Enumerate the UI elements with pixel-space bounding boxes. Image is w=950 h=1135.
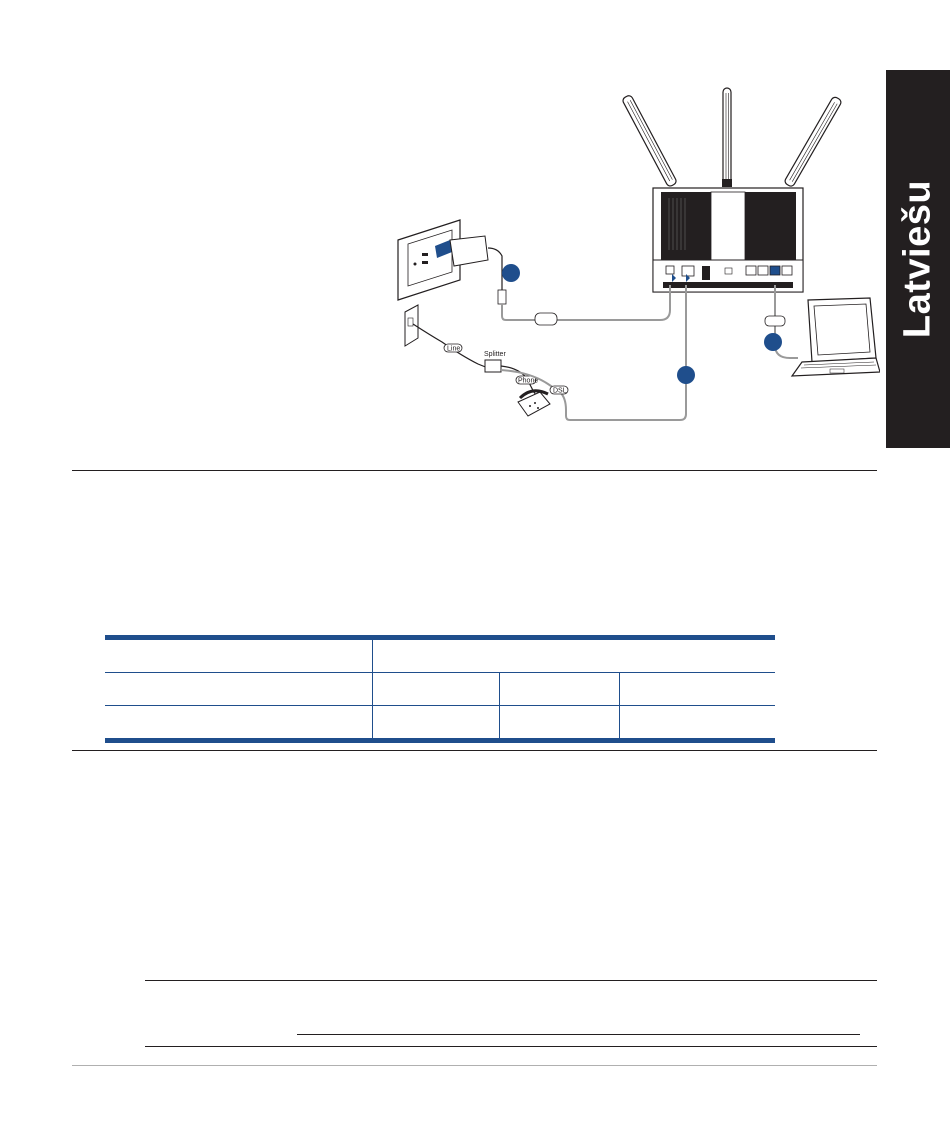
table-column-divider	[372, 640, 373, 738]
step-marker-power	[502, 264, 520, 282]
telephone-icon	[518, 391, 550, 416]
note-top-rule	[145, 980, 877, 981]
table-column-divider	[619, 673, 620, 738]
line-label: Line	[447, 345, 461, 353]
laptop-icon	[792, 298, 880, 376]
table-column-divider	[499, 673, 500, 738]
router-antennas	[622, 88, 843, 188]
section-divider-middle	[72, 750, 877, 751]
page-footer-rule	[72, 1065, 877, 1066]
splitter-label: Splitter	[484, 351, 506, 358]
splitter	[484, 351, 506, 372]
note-inner-rule	[297, 1034, 860, 1035]
step-marker-dsl	[677, 366, 695, 384]
phone-label: Phone	[518, 377, 539, 385]
connection-diagram	[380, 80, 880, 430]
section-divider-top	[72, 470, 877, 471]
wall-outlet	[398, 220, 506, 304]
power-cable	[502, 285, 670, 320]
language-tab	[886, 70, 950, 448]
table-row-divider	[105, 672, 775, 673]
step-marker-laptop	[764, 333, 782, 351]
table-top-border	[105, 635, 775, 640]
table-row-divider	[105, 705, 775, 706]
language-tab-label: Latviešu	[896, 179, 939, 339]
spec-table	[105, 635, 775, 743]
table-bottom-border	[105, 738, 775, 743]
note-bottom-rule	[145, 1046, 877, 1047]
dsl-label: DSL	[553, 387, 567, 395]
router	[653, 188, 803, 292]
